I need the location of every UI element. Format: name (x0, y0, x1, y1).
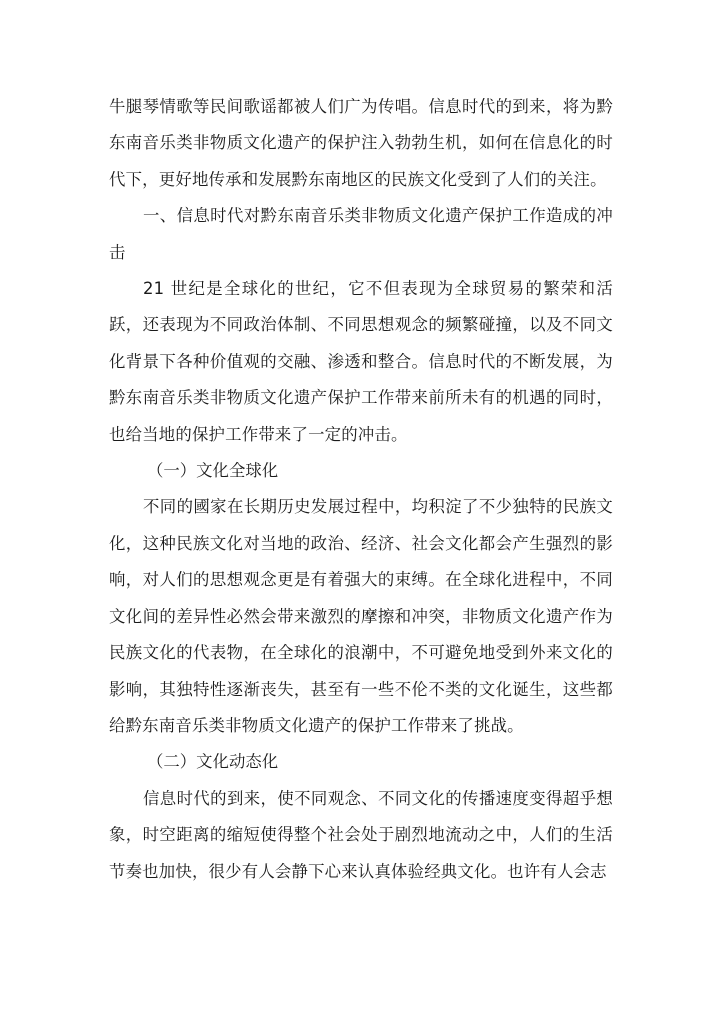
document-body (109, 89, 613, 890)
paragraph-intro: 牛腿琴情歌等民间歌谣都被人们广为传唱。信息时代的到来，将为黔东南音乐类非物质文化遗产的保护注入勃勃生机，如何在信息化的时代下，更好地传承和发展黔东南地区的民族文化受到了人们的关注。 (109, 97, 613, 189)
subheading-cultural-dynamics: （二）文化动态化 (147, 752, 279, 772)
paragraph-globalization-century: 21 世纪是全球化的世纪，它不但表现为全球贸易的繁荣和活跃，还表现为不同政治体制、不同思想观念的频繁碰撞，以及不同文化背景下各种价值观的交融、渗透和整合。信息时代的不断发展，为黔东南音乐类非物质文化遗产保护工作带来前所未有的机遇的同时，也给当地的保护工作带来了一定的冲击。 (109, 279, 613, 444)
section-heading-impact: 一、信息时代对黔东南音乐类非物质文化遗产保护工作造成的冲击 (109, 206, 613, 262)
paragraph-national-culture: 不同的國家在长期历史发展过程中，均积淀了不少独特的民族文化，这种民族文化对当地的政治、经济、社会文化都会产生强烈的影响，对人们的思想观念更是有着强大的束缚。在全球化进程中，不同文化间的差异性必然会带来激烈的摩擦和冲突，非物质文化遗产作为民族文化的代表物，在全球化的浪潮中，不可避免地受到外来文化的影响，其独特性逐渐丧失，甚至有一些不伦不类的文化诞生，这些都给黔东南音乐类非物质文化遗产的保护工作带来了挑战。 (109, 497, 613, 735)
subheading-cultural-globalization: （一）文化全球化 (147, 461, 279, 481)
paragraph-information-age: 信息时代的到来，使不同观念、不同文化的传播速度变得超乎想象，时空距离的缩短使得整个社会处于剧烈地流动之中，人们的生活节奏也加快，很少有人会静下心来认真体验经典文化。也许有人会志 (109, 788, 613, 881)
